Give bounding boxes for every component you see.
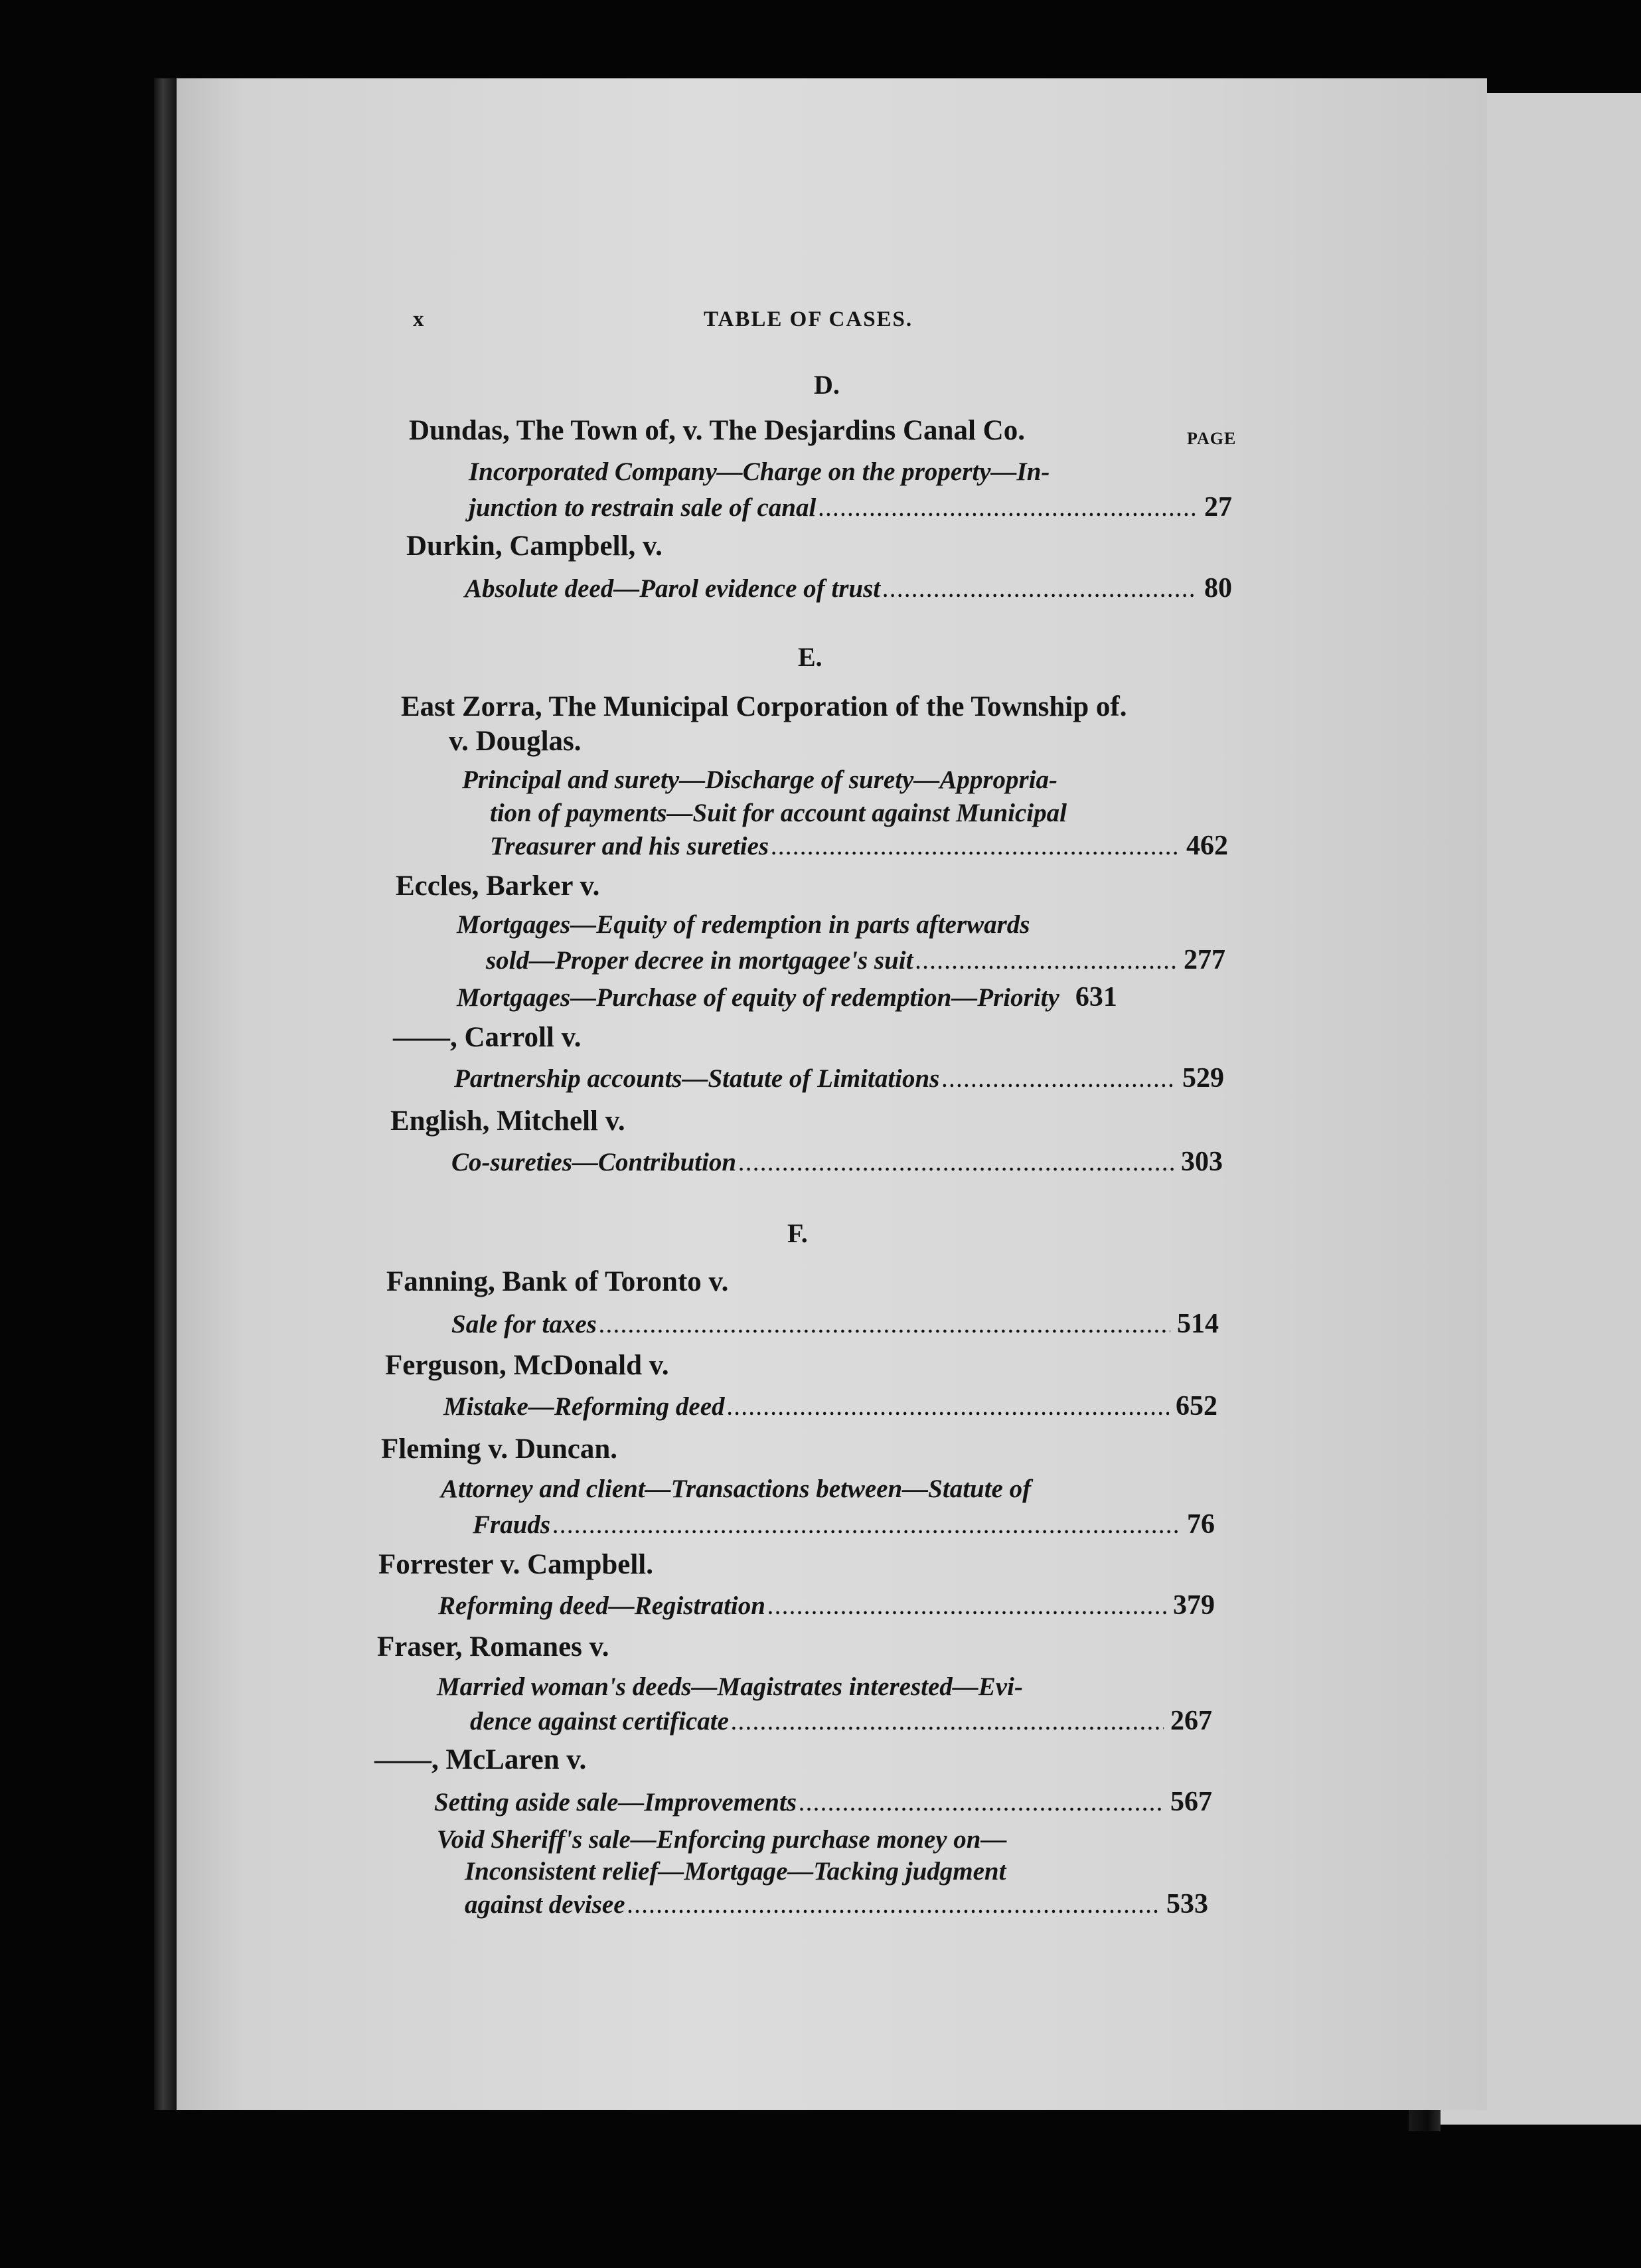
dot-leader [915, 953, 1177, 974]
case-note-fraser-mclaren-2: Void Sheriff's sale—Enforcing purchase money on— [437, 1825, 1007, 1854]
case-note-fraser-1: Married woman's deeds—Magistrates interested—Evi- [437, 1672, 1023, 1701]
note-text: Partnership accounts—Statute of Limitations [454, 1064, 940, 1093]
dot-leader [728, 1399, 1169, 1420]
page-number: 267 [1170, 1706, 1212, 1736]
case-name-east-zorra-2: v. Douglas. [449, 726, 582, 757]
case-note-fleming-2 [473, 1508, 1215, 1540]
page-number: 514 [1177, 1309, 1219, 1339]
page-number: 631 [1075, 982, 1117, 1012]
case-name-dundas: Dundas, The Town of, v. The Desjardins Canal Co. [409, 415, 1025, 446]
dot-leader [739, 1155, 1174, 1176]
note-text: Setting aside sale—Improvements [434, 1788, 797, 1817]
note-text: Mortgages—Purchase of equity of redemption—Priority [457, 983, 1059, 1012]
case-note-eccles-carroll-1 [454, 1062, 1224, 1094]
case-name-east-zorra-1: East Zorra, The Municipal Corporation of the Township of. [401, 691, 1127, 722]
page-column-label: PAGE [1187, 429, 1237, 448]
section-letter-e: E. [798, 642, 822, 672]
dot-leader [732, 1714, 1164, 1735]
case-note-east-zorra-2: tion of payments—Suit for account against Municipal [490, 799, 1067, 827]
case-name-fanning: Fanning, Bank of Toronto v. [386, 1266, 729, 1297]
note-text: Reforming deed—Registration [438, 1591, 765, 1620]
case-note-fleming-1: Attorney and client—Transactions between—Statute of [441, 1475, 1032, 1503]
case-note-eccles-1: Mortgages—Equity of redemption in parts afterwards [457, 910, 1030, 939]
note-text: sold—Proper decree in mortgagee's suit [486, 946, 913, 975]
note-text: Frauds [473, 1510, 551, 1539]
case-note-english-1 [451, 1146, 1223, 1178]
case-note-fraser-mclaren-3: Inconsistent relief—Mortgage—Tacking judgment [465, 1857, 1006, 1886]
case-note-ferguson-1 [443, 1390, 1217, 1422]
page-number: 567 [1170, 1787, 1212, 1817]
note-text: Treasurer and his sureties [490, 832, 769, 860]
page-number: 529 [1182, 1063, 1224, 1094]
case-note-durkin-1 [465, 572, 1232, 604]
dot-leader [883, 581, 1198, 602]
dot-leader [799, 1795, 1164, 1816]
note-text: Co-sureties—Contribution [451, 1148, 737, 1176]
case-name-fleming: Fleming v. Duncan. [381, 1433, 617, 1465]
case-note-fraser-2 [470, 1705, 1212, 1737]
case-name-eccles-carroll: ——, Carroll v. [393, 1022, 582, 1053]
page-number: 303 [1181, 1147, 1223, 1177]
case-note-east-zorra-1: Principal and surety—Discharge of surety—Appropria- [462, 766, 1058, 794]
page-numeral: x [413, 307, 426, 331]
page-number: 76 [1187, 1509, 1215, 1540]
case-name-fraser: Fraser, Romanes v. [377, 1631, 609, 1662]
page-title: TABLE OF CASES. [704, 307, 913, 331]
case-note-fraser-mclaren-1 [434, 1786, 1212, 1818]
note-text: junction to restrain sale of canal [469, 493, 817, 522]
case-name-eccles: Eccles, Barker v. [396, 870, 600, 902]
page-number: 27 [1204, 492, 1232, 523]
page-number: 652 [1176, 1391, 1217, 1421]
case-name-durkin: Durkin, Campbell, v. [406, 530, 663, 562]
page-number: 462 [1186, 831, 1228, 861]
dot-leader [771, 839, 1180, 860]
case-name-fraser-mclaren: ——, McLaren v. [374, 1744, 587, 1775]
dot-leader [599, 1317, 1170, 1338]
section-letter-d: D. [814, 370, 840, 400]
section-letter-f: F. [787, 1218, 808, 1248]
note-text: Absolute deed—Parol evidence of trust [465, 574, 881, 603]
dot-leader [942, 1071, 1176, 1092]
note-text: Mistake—Reforming deed [443, 1392, 725, 1421]
case-name-ferguson: Ferguson, McDonald v. [385, 1350, 669, 1381]
page-number: 379 [1173, 1590, 1215, 1621]
dot-leader [768, 1598, 1166, 1619]
case-name-forrester: Forrester v. Campbell. [378, 1549, 654, 1580]
page-number: 80 [1204, 573, 1232, 604]
case-note-east-zorra-3 [490, 830, 1228, 862]
case-note-eccles-2 [486, 944, 1225, 976]
case-name-english: English, Mitchell v. [390, 1105, 625, 1137]
page-number: 533 [1166, 1889, 1208, 1919]
case-note-eccles-3 [457, 981, 1224, 1013]
dot-leader [553, 1517, 1180, 1538]
case-note-dundas-2 [469, 491, 1232, 523]
case-note-dundas-1: Incorporated Company—Charge on the property—In- [469, 457, 1050, 486]
page-number: 277 [1184, 945, 1225, 975]
note-text: dence against certificate [470, 1707, 729, 1736]
case-note-fraser-mclaren-4 [465, 1888, 1208, 1920]
dot-leader [628, 1897, 1160, 1918]
case-note-fanning-1 [451, 1308, 1219, 1340]
note-text: against devisee [465, 1890, 625, 1919]
note-text: Sale for taxes [451, 1310, 597, 1338]
dot-leader [819, 500, 1198, 521]
case-note-forrester-1 [438, 1589, 1215, 1621]
